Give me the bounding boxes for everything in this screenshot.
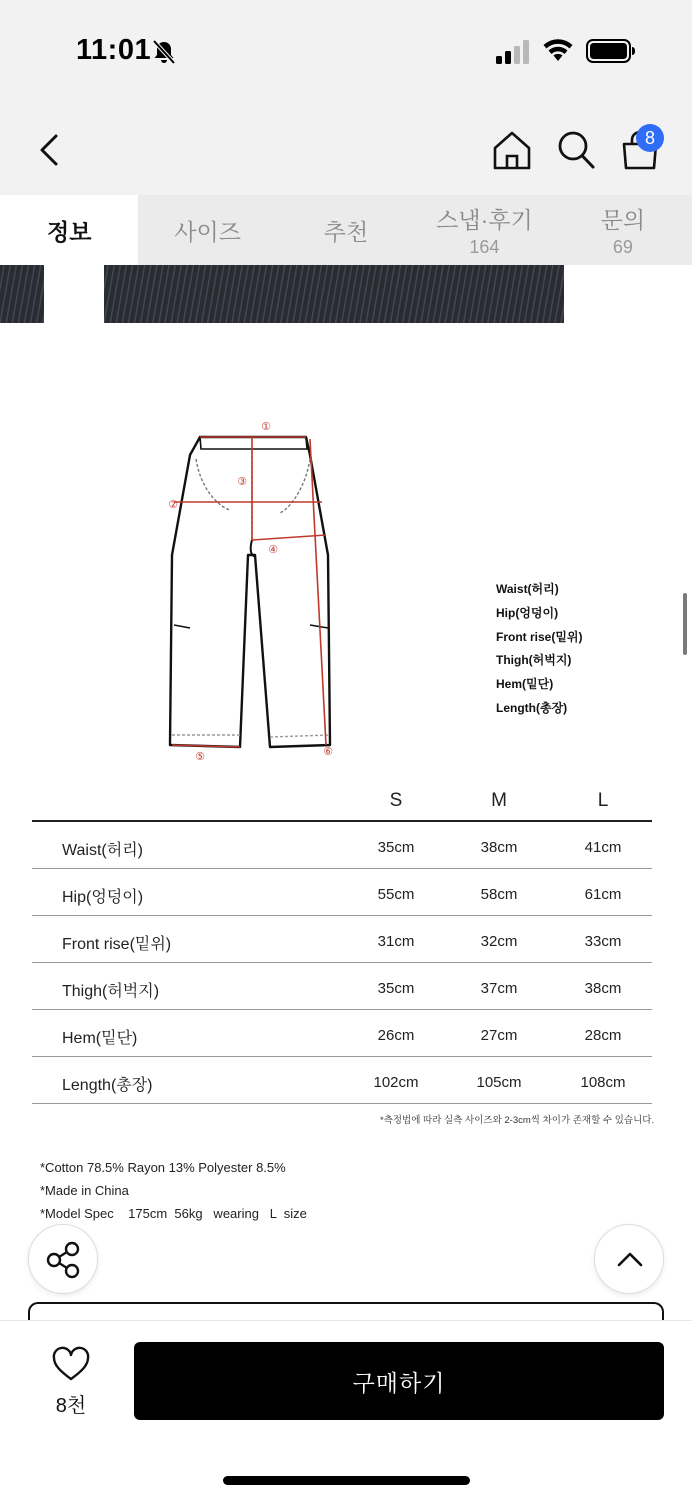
cell: 102cm <box>373 1074 419 1091</box>
tab-label: 추천 <box>323 218 369 245</box>
purchase-bar <box>0 1320 692 1500</box>
chevron-up-icon <box>595 1225 665 1295</box>
cell: 37cm <box>480 980 518 997</box>
cell: 35cm <box>377 839 415 856</box>
product-info <box>40 1156 307 1225</box>
bell-off-icon <box>150 38 178 66</box>
back-arrow-icon[interactable] <box>34 130 68 170</box>
cell: 26cm <box>377 1027 415 1044</box>
buy-button-label: 구매하기 <box>352 1369 446 1396</box>
wifi-icon <box>542 37 574 63</box>
size-legend <box>496 578 583 721</box>
nav-bar <box>0 100 692 195</box>
product-photo-left <box>0 265 44 323</box>
heart-icon <box>38 1345 104 1385</box>
origin-text: *Made in China <box>40 1183 129 1198</box>
table-row <box>32 822 652 869</box>
row-label: Front rise(밑위) <box>62 936 172 953</box>
home-icon[interactable] <box>490 128 534 172</box>
search-icon[interactable] <box>555 128 597 172</box>
cell: 61cm <box>584 886 622 903</box>
size-table <box>32 780 652 1104</box>
tab-snap-review[interactable] <box>415 195 553 265</box>
cellular-signal-icon <box>496 40 532 64</box>
cell: 27cm <box>480 1027 518 1044</box>
legend-item: Length(총장) <box>496 700 568 715</box>
status-time: 11:01 <box>76 34 152 66</box>
table-row <box>32 916 652 963</box>
legend-item: Hem(밑단) <box>496 677 554 692</box>
cell: 33cm <box>584 933 622 950</box>
scroll-top-button[interactable] <box>594 1224 664 1294</box>
cell: 31cm <box>377 933 415 950</box>
cell: 32cm <box>480 933 518 950</box>
tab-recommend[interactable] <box>277 195 415 265</box>
tab-label: 사이즈 <box>174 218 241 245</box>
row-label: Thigh(허벅지) <box>62 983 160 1000</box>
table-row <box>32 963 652 1010</box>
tab-label: 문의 <box>600 207 646 233</box>
share-button[interactable] <box>28 1224 98 1294</box>
marker-thigh: ④ <box>268 543 278 556</box>
legend-item: Hip(엉덩이) <box>496 605 559 620</box>
table-row <box>32 1010 652 1057</box>
legend-item: Waist(허리) <box>496 582 559 596</box>
like-button[interactable] <box>38 1345 104 1415</box>
tab-count: 69 <box>612 237 633 257</box>
cell: 58cm <box>480 886 518 903</box>
tab-label: 정보 <box>46 218 92 245</box>
row-label: Waist(허리) <box>62 842 143 859</box>
material-text: *Cotton 78.5% Rayon 13% Polyester 8.5% <box>40 1160 286 1175</box>
cell: 105cm <box>476 1074 522 1091</box>
share-icon <box>29 1225 99 1295</box>
marker-hem: ⑤ <box>195 750 205 763</box>
cell: 28cm <box>584 1027 622 1044</box>
marker-length: ⑥ <box>323 745 333 758</box>
tab-inquiry[interactable] <box>554 195 692 265</box>
table-row <box>32 1057 652 1104</box>
cart-count-badge: 8 <box>636 124 664 152</box>
tab-label: 스냅·후기 <box>436 207 533 233</box>
measurement-note: *측정법에 따라 실측 사이즈와 2-3cm씩 차이가 존재할 수 있습니다. <box>380 1115 655 1126</box>
cell: 55cm <box>377 886 415 903</box>
cell: 108cm <box>580 1074 626 1091</box>
status-bar <box>0 0 692 100</box>
tab-size[interactable] <box>138 195 276 265</box>
tab-bar <box>0 195 692 265</box>
header-size-m: M <box>491 790 507 811</box>
model-spec-text: *Model Spec 175cm 56kg wearing L size <box>40 1206 307 1221</box>
legend-item: Thigh(허벅지) <box>496 653 572 668</box>
buy-button[interactable] <box>134 1342 664 1420</box>
pants-size-diagram <box>160 415 350 765</box>
row-label: Hip(엉덩이) <box>62 889 144 906</box>
scrollbar[interactable] <box>683 593 687 655</box>
product-photo-main <box>104 265 564 323</box>
cell: 41cm <box>584 839 622 856</box>
like-count: 8천 <box>55 1395 87 1417</box>
row-label: Hem(밑단) <box>62 1030 138 1047</box>
legend-item: Front rise(밑위) <box>496 629 583 644</box>
tab-info[interactable] <box>0 195 138 265</box>
header-size-s: S <box>389 790 403 811</box>
row-label: Length(총장) <box>62 1077 153 1094</box>
tab-count: 164 <box>469 237 500 257</box>
cell: 38cm <box>584 980 622 997</box>
marker-hip: ② <box>168 498 178 511</box>
header-size-l: L <box>597 790 609 811</box>
home-indicator <box>223 1476 470 1485</box>
table-row <box>32 869 652 916</box>
size-table-header <box>32 780 652 822</box>
battery-icon <box>586 39 636 63</box>
marker-front-rise: ③ <box>237 475 247 488</box>
marker-waist: ① <box>261 420 271 433</box>
cell: 38cm <box>480 839 518 856</box>
cell: 35cm <box>377 980 415 997</box>
